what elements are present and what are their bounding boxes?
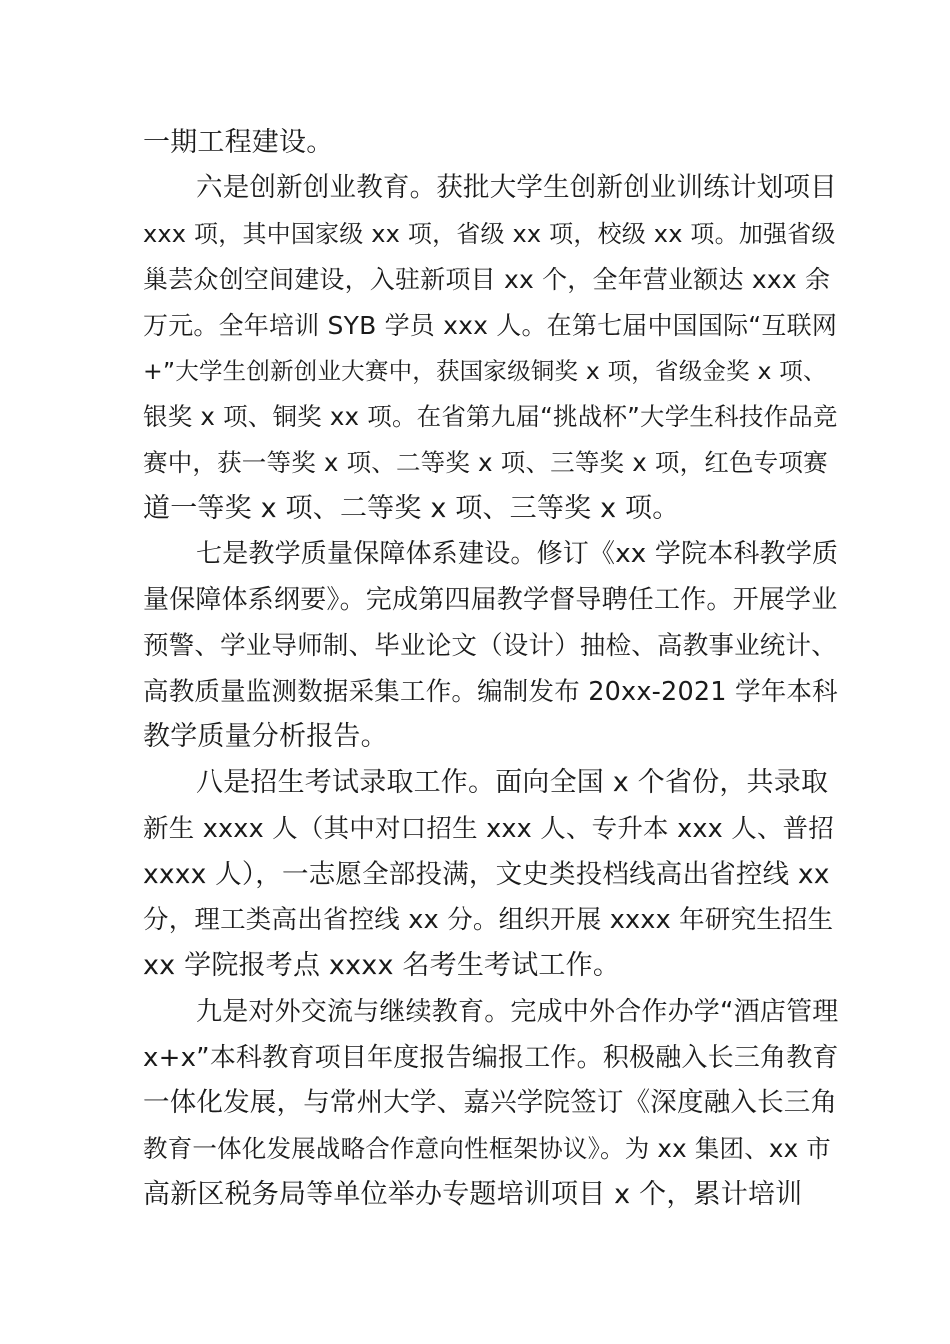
text-line: 万元。全年培训 SYB 学员 xxx 人。在第七届中国国际“互联网 <box>143 311 838 340</box>
text-line: xxx 项，其中国家级 xx 项，省级 xx 项，校级 xx 项。加强省级 <box>143 220 836 248</box>
section-eight-heading-line: 八是招生考试录取工作。面向全国 x 个省份，共录取 <box>196 767 829 798</box>
text-line: 量保障体系纲要》。完成第四届教学督导聘任工作。开展学业 <box>143 585 838 615</box>
text-line: 赛中，获一等奖 x 项、二等奖 x 项、三等奖 x 项，红色专项赛 <box>143 448 828 477</box>
text-line: x+x”本科教育项目年度报告编报工作。积极融入长三角教育 <box>143 1043 839 1073</box>
section-six-heading-line: 六是创新创业教育。获批大学生创新创业训练计划项目 <box>196 172 837 203</box>
text-line: 教学质量分析报告。 <box>143 721 388 752</box>
text-line: 高新区税务局等单位举办专题培训项目 x 个，累计培训 <box>143 1179 803 1210</box>
section-seven-heading-line: 七是教学质量保障体系建设。修订《xx 学院本科教学质 <box>196 539 839 569</box>
text-line: 一期工程建设。 <box>143 127 334 158</box>
text-line: 银奖 x 项、铜奖 xx 项。在省第九届“挑战杯”大学生科技作品竞 <box>143 402 838 431</box>
text-line: 分，理工类高出省控线 xx 分。组织开展 xxxx 年研究生招生 <box>143 905 834 935</box>
text-line: +”大学生创新创业大赛中，获国家级铜奖 x 项，省级金奖 x 项、 <box>143 357 827 385</box>
text-line: 道一等奖 x 项、二等奖 x 项、三等奖 x 项。 <box>143 493 680 524</box>
text-line: 一体化发展，与常州大学、嘉兴学院签订《深度融入长三角 <box>143 1087 838 1118</box>
text-line: 预警、学业导师制、毕业论文（设计）抽检、高教事业统计、 <box>143 631 837 661</box>
text-line: xx 学院报考点 xxxx 名考生考试工作。 <box>143 950 621 981</box>
text-line: 高教质量监测数据采集工作。编制发布 20xx-2021 学年本科 <box>143 677 838 707</box>
text-line: 教育一体化发展战略合作意向性框架协议》。为 xx 集团、xx 市 <box>143 1134 832 1163</box>
text-line: 新生 xxxx 人（其中对口招生 xxx 人、专升本 xxx 人、普招 <box>143 814 835 844</box>
text-line: 巢芸众创空间建设，入驻新项目 xx 个，全年营业额达 xxx 余 <box>143 265 831 294</box>
text-line: xxxx 人），一志愿全部投满，文史类投档线高出省控线 xx <box>143 859 830 890</box>
section-nine-heading-line: 九是对外交流与继续教育。完成中外合作办学“酒店管理 <box>196 997 839 1027</box>
